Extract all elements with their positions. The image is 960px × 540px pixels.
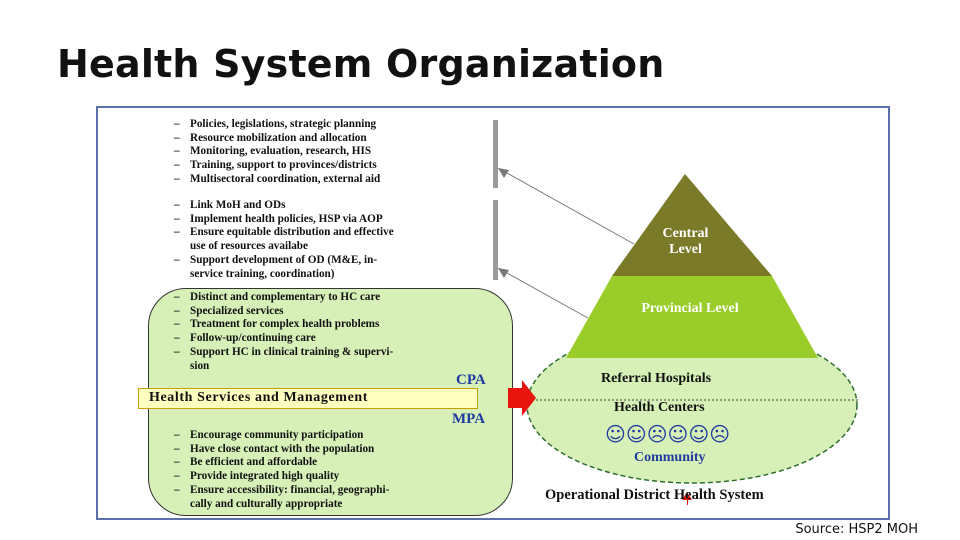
source-credit: Source: HSP2 MOH (795, 522, 918, 537)
list-item-continuation: service training, coordination) (190, 267, 335, 280)
list-item-text: Support development of OD (M&E, in- (190, 253, 378, 266)
health-services-label: Health Services and Management (138, 388, 478, 409)
list-item: – Be efficient and affordable (172, 456, 389, 470)
mpa-label: MPA (452, 411, 486, 427)
list-item: – Implement health policies, HSP via AOP (172, 213, 394, 227)
central-label-line1: Central (662, 226, 709, 241)
pyramid-diagram (98, 108, 890, 520)
list-item: – Link MoH and ODs (172, 199, 394, 213)
list-item-continuation: sion (190, 359, 210, 372)
list-item-continuation: use of resources availabe (190, 240, 308, 253)
list-item-text: Support HC in clinical training & supervi- (190, 345, 394, 358)
list-item-text: Ensure accessibility: financial, geographi- (190, 483, 390, 496)
community-label: Community (634, 450, 706, 465)
list-item: – Treatment for complex health problems (172, 318, 393, 332)
provincial-level-band (566, 276, 818, 358)
cpa-label: CPA (456, 372, 486, 388)
list-item-text: Ensure equitable distribution and effective (190, 226, 394, 239)
list-item: – Distinct and complementary to HC care (172, 291, 393, 305)
central-connector-line (498, 168, 634, 244)
list-item: – Provide integrated high quality (172, 470, 389, 484)
community-faces-icon: ☺☺☹☺☺☹ (605, 422, 731, 446)
central-level-label (638, 226, 733, 258)
list-item: – Follow-up/continuing care (172, 332, 393, 346)
diagram-frame (96, 106, 890, 520)
provincial-level-label: Provincial Level (641, 301, 739, 316)
referral-hospitals-label: Referral Hospitals (601, 371, 712, 386)
list-item: – Have close contact with the population (172, 443, 389, 457)
provincial-connector-line (498, 268, 588, 318)
central-level-triangle (612, 174, 772, 276)
page-title: Health System Organization (57, 42, 665, 86)
district-system-label: Operational District Health System (545, 487, 764, 503)
list-item-continuation: cally and culturally appropriate (190, 497, 343, 510)
health-centers-label: Health Centers (614, 400, 705, 415)
red-arrow-shaft (508, 388, 522, 408)
list-item: – Encourage community participation (172, 429, 389, 443)
list-item: – Resource mobilization and allocation (172, 132, 380, 146)
list-item: – Training, support to provinces/districts (172, 159, 380, 173)
list-item: – Multisectoral coordination, external aid (172, 173, 380, 187)
list-item: – Specialized services (172, 305, 393, 319)
list-item: – Policies, legislations, strategic planning (172, 118, 380, 132)
list-item: – Monitoring, evaluation, research, HIS (172, 145, 380, 159)
central-label-line2: Level (669, 242, 702, 257)
